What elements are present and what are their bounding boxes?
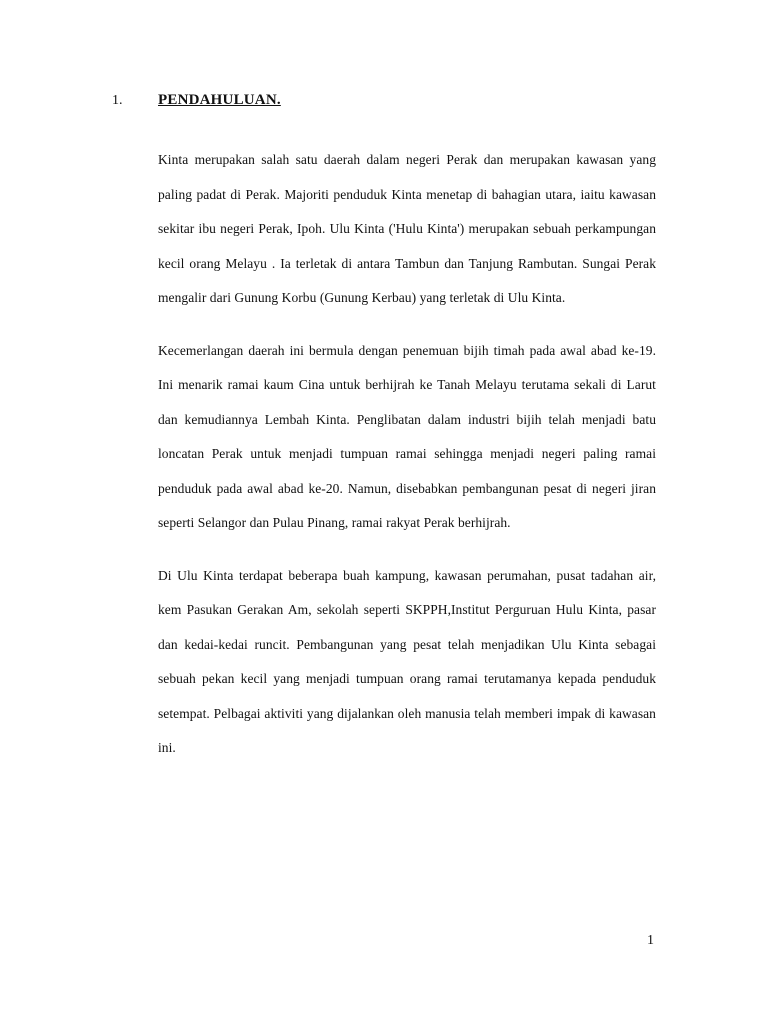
document-body bbox=[158, 143, 656, 784]
section-title: PENDAHULUAN. bbox=[158, 92, 281, 108]
paragraph-history: Kecemerlangan daerah ini bermula dengan penemuan bijih timah pada awal abad ke-19. Ini menarik ramai kaum Cina untuk berhijrah ke Tanah Melayu terutama sekali di Larut dan kemudiannya Lembah Kinta. Penglibatan dalam industri bijih telah menjadi batu loncatan Perak untuk menjadi tumpuan ramai sehingga menjadi negeri paling ramai penduduk pada awal abad ke-20. Namun, disebabkan pembangunan pesat di negeri jiran seperti Selangor dan Pulau Pinang, ramai rakyat Perak berhijrah. bbox=[158, 342, 656, 530]
page-number: 1 bbox=[647, 933, 654, 948]
paragraph-development: Di Ulu Kinta terdapat beberapa buah kampung, kawasan perumahan, pusat tadahan air, kem Pasukan Gerakan Am, sekolah seperti SKPPH,Institut Perguruan Hulu Kinta, pasar dan kedai-kedai runcit. Pembangunan yang pesat telah menjadikan Ulu Kinta sebagai sebuah pekan kecil yang menjadi tumpuan orang ramai terutamanya kepada penduduk setempat. Pelbagai aktiviti yang dijalankan oleh manusia telah memberi impak di kawasan ini. bbox=[158, 567, 656, 755]
section-number: 1. bbox=[112, 93, 123, 108]
paragraph-intro: Kinta merupakan salah satu daerah dalam negeri Perak dan merupakan kawasan yang paling padat di Perak. Majoriti penduduk Kinta menetap di bahagian utara, iaitu kawasan sekitar ibu negeri Perak, Ipoh. Ulu Kinta ('Hulu Kinta') merupakan sebuah perkampungan kecil orang Melayu . Ia terletak di antara Tambun dan Tanjung Rambutan. Sungai Perak mengalir dari Gunung Korbu (Gunung Kerbau) yang terletak di Ulu Kinta. bbox=[158, 152, 656, 305]
